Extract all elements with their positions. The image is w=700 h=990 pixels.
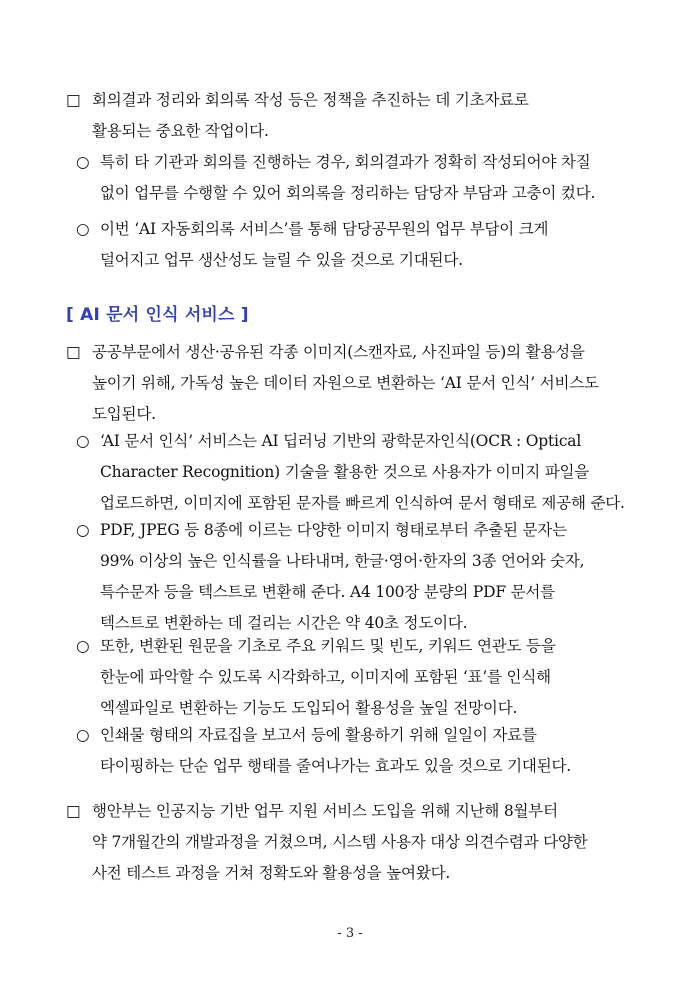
circle-bullet-icon: ○ bbox=[76, 637, 90, 655]
paragraph-document-recognition-intro bbox=[66, 337, 638, 430]
text-line: Character Recognition) 기술을 활용한 것으로 사용자가 이미지 파일을 bbox=[100, 463, 590, 481]
text-line: 도입된다. bbox=[92, 405, 156, 423]
text-line: PDF, JPEG 등 8종에 이르는 다양한 이미지 형태로부터 추출된 문자는 bbox=[100, 521, 567, 539]
circle-bullet-icon: ○ bbox=[76, 432, 90, 450]
paragraph-typing-reduction bbox=[76, 720, 636, 782]
paragraph-recognition-rate bbox=[76, 515, 636, 639]
paragraph-development-process bbox=[66, 796, 638, 889]
circle-bullet-icon: ○ bbox=[76, 153, 90, 171]
paragraph-ocr-description bbox=[76, 426, 636, 519]
text-line: 높이기 위해, 가독성 높은 데이터 자원으로 변환하는 ‘AI 문서 인식’ 서비스도 bbox=[92, 374, 599, 392]
text-line: 약 7개월간의 개발과정을 거쳤으며, 시스템 사용자 대상 의견수렴과 다양한 bbox=[92, 833, 588, 851]
circle-bullet-icon: ○ bbox=[76, 521, 90, 539]
text-line: 활용되는 중요한 작업이다. bbox=[92, 122, 269, 140]
square-bullet-icon: □ bbox=[66, 91, 81, 109]
text-line: 텍스트로 변환하는 데 걸리는 시간은 약 40초 정도이다. bbox=[100, 614, 468, 632]
text-line: 공공부문에서 생산·공유된 각종 이미지(스캔자료, 사진파일 등)의 활용성을 bbox=[92, 343, 585, 361]
text-line: 사전 테스트 과정을 거쳐 정확도와 활용성을 높여왔다. bbox=[92, 864, 451, 882]
text-line: 이번 ‘AI 자동회의록 서비스’를 통해 담당공무원의 업무 부담이 크게 bbox=[100, 220, 549, 238]
circle-bullet-icon: ○ bbox=[76, 220, 90, 238]
circle-bullet-icon: ○ bbox=[76, 726, 90, 744]
text-line: 타이핑하는 단순 업무 행태를 줄여나가는 효과도 있을 것으로 기대된다. bbox=[100, 757, 571, 775]
paragraph-ai-minutes-expectation bbox=[76, 214, 636, 276]
text-line: 업로드하면, 이미지에 포함된 문자를 빠르게 인식하여 문서 형태로 제공해 준다. bbox=[100, 494, 625, 512]
text-line: 덜어지고 업무 생산성도 늘릴 수 있을 것으로 기대된다. bbox=[100, 251, 463, 269]
paragraph-meeting-minutes bbox=[66, 85, 638, 147]
text-line: 99% 이상의 높은 인식률을 나타내며, 한글·영어·한자의 3종 언어와 숫자, bbox=[100, 552, 585, 570]
page-number: - 3 - bbox=[337, 926, 363, 941]
text-line: 회의결과 정리와 회의록 작성 등은 정책을 추진하는 데 기초자료로 bbox=[92, 91, 529, 109]
text-line: 인쇄물 형태의 자료집을 보고서 등에 활용하기 위해 일일이 자료를 bbox=[100, 726, 537, 744]
paragraph-other-agencies bbox=[76, 147, 636, 209]
section-title: [ AI 문서 인식 서비스 ] bbox=[66, 305, 249, 325]
text-line: 또한, 변환된 원문을 기초로 주요 키워드 및 빈도, 키워드 연관도 등을 bbox=[100, 637, 556, 655]
text-line: 없이 업무를 수행할 수 있어 회의록을 정리하는 담당자 부담과 고충이 컸다. bbox=[100, 184, 596, 202]
paragraph-visualization bbox=[76, 631, 636, 724]
text-line: 한눈에 파악할 수 있도록 시각화하고, 이미지에 포함된 ‘표’를 인식해 bbox=[100, 668, 551, 686]
text-line: 특히 타 기관과 회의를 진행하는 경우, 회의결과가 정확히 작성되어야 차질 bbox=[100, 153, 591, 171]
square-bullet-icon: □ bbox=[66, 343, 81, 361]
text-line: ‘AI 문서 인식’ 서비스는 AI 딥러닝 기반의 광학문자인식(OCR : Optical bbox=[100, 432, 582, 450]
text-line: 특수문자 등을 텍스트로 변환해 준다. A4 100장 분량의 PDF 문서를 bbox=[100, 583, 555, 601]
text-line: 엑셀파일로 변환하는 기능도 도입되어 활용성을 높일 전망이다. bbox=[100, 699, 518, 717]
text-line: 행안부는 인공지능 기반 업무 지원 서비스 도입을 위해 지난해 8월부터 bbox=[92, 802, 558, 820]
square-bullet-icon: □ bbox=[66, 802, 81, 820]
